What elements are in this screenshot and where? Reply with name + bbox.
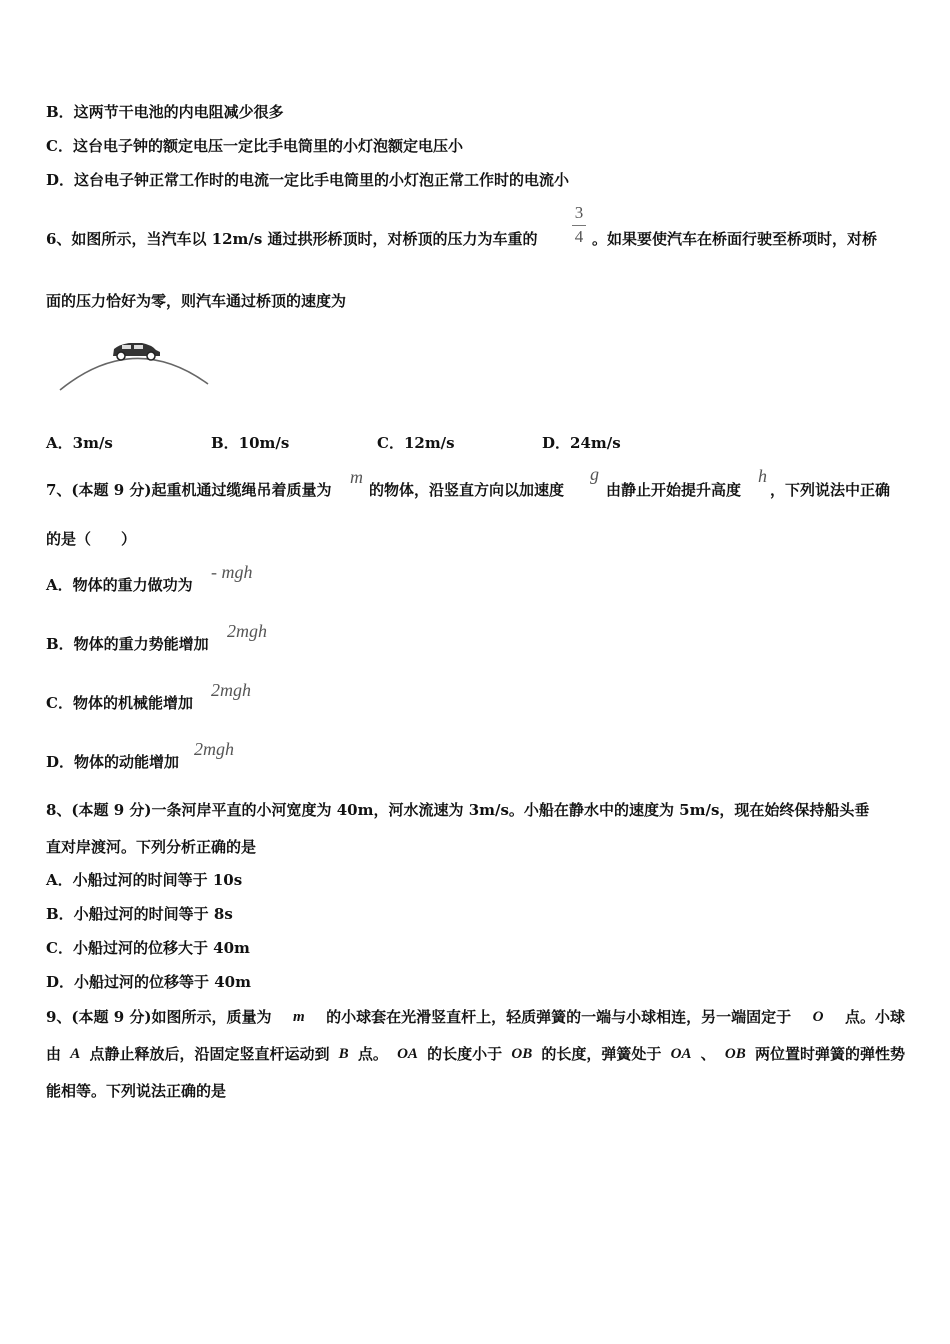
q7-option-c-formula: 2mgh [211, 680, 251, 700]
q9-l2-b: 点静止释放后，沿固定竖直杆运动到 [89, 1045, 330, 1063]
q5-option-c: C．这台电子钟的额定电压一定比手电筒里的小灯泡额定电压小 [46, 137, 463, 155]
var-O: O [812, 1009, 824, 1025]
q7-stem-part4: ，下列说法中正确 [770, 481, 891, 499]
q6-stem-part2: 。如果要使汽车在桥面行驶至桥项时，对桥 [592, 230, 878, 248]
car-icon [113, 343, 160, 360]
var-B: B [338, 1046, 349, 1062]
q9-l1-a: 9、(本题 9 分)如图所示，质量为 [46, 1008, 272, 1026]
q8-stem-line1: 8、(本题 9 分)一条河岸平直的小河宽度为 40m，河水流速为 3m/s。小船在静水中的速度为 5m/s，现在始终保持船头垂 [46, 801, 870, 819]
q7-option-b-label: B．物体的重力势能增加 [46, 635, 209, 653]
q7-stem-part3: 由静止开始提升高度 [606, 481, 742, 499]
q8-option-c: C．小船过河的位移大于 40m [46, 939, 250, 957]
q8-option-b: B．小船过河的时间等于 8s [46, 905, 233, 923]
q6-option-c: C．12m/s [377, 434, 455, 452]
q8-line1 [46, 800, 905, 820]
var-A: A [70, 1046, 81, 1062]
bridge-arc [60, 358, 208, 390]
fraction-numerator: 3 [574, 203, 584, 222]
q9-line2 [46, 1044, 905, 1064]
q9-l1-c: 点。小球 [844, 1008, 905, 1026]
symbol-g: g [590, 464, 599, 484]
arch-bridge-figure [56, 334, 216, 396]
q6-line2: 面的压力恰好为零，则汽车通过桥顶的速度为 [46, 292, 347, 310]
q6-option-d: D．24m/s [542, 434, 621, 452]
q6-fraction [572, 204, 586, 246]
fraction-bar [572, 225, 586, 226]
q9-sep: 、 [700, 1045, 716, 1063]
symbol-h: h [758, 466, 767, 486]
q7-option-d-label: D．物体的动能增加 [46, 753, 180, 771]
q9-l2-f: 两位置时弹簧的弹性势 [754, 1045, 905, 1063]
q8-option-a: A．小船过河的时间等于 10s [46, 871, 243, 889]
q6-line1 [46, 229, 538, 249]
q9-line1 [46, 1007, 905, 1027]
q5-option-d: D．这台电子钟正常工作时的电流一定比手电筒里的小灯泡正常工作时的电流小 [46, 171, 570, 189]
q6-stem-part1: 6、如图所示，当汽车以 12m/s 通过拱形桥顶时，对桥顶的压力为车重的 [46, 230, 538, 248]
q9-l2-c: 点。 [357, 1045, 388, 1063]
q7-option-c-label: C．物体的机械能增加 [46, 694, 193, 712]
q7-stem-part2: 的物体，沿竖直方向以加速度 [369, 481, 565, 499]
q9-l2-d: 的长度小于 [427, 1045, 503, 1063]
symbol-m: m [350, 467, 363, 487]
q9-l2-a: 由 [46, 1045, 62, 1063]
q7-line2: 的是（ ） [46, 530, 137, 548]
q8-option-d: D．小船过河的位移等于 40m [46, 973, 251, 991]
q7-option-d-formula: 2mgh [194, 739, 234, 759]
var-OA: OA [397, 1046, 418, 1062]
q9-l1-b: 的小球套在光滑竖直杆上，轻质弹簧的一端与小球相连，另一端固定于 [326, 1008, 792, 1026]
q8-line2: 直对岸渡河。下列分析正确的是 [46, 838, 257, 856]
fraction-denominator: 4 [574, 227, 584, 246]
q7-option-b-formula: 2mgh [227, 621, 267, 641]
q9-l2-e: 的长度，弹簧处于 [541, 1045, 662, 1063]
var-OB-2: OB [724, 1046, 746, 1062]
var-m: m [293, 1009, 305, 1025]
q9-line3: 能相等。下列说法正确的是 [46, 1082, 227, 1100]
var-OB: OB [511, 1046, 533, 1062]
q5-option-b: B．这两节干电池的内电阻减少很多 [46, 103, 284, 121]
q6-option-a: A．3m/s [46, 434, 113, 452]
var-OA-2: OA [670, 1046, 692, 1062]
q7-stem-part1: 7、(本题 9 分)起重机通过缆绳吊着质量为 [46, 481, 332, 499]
q7-option-a-label: A．物体的重力做功为 [46, 576, 193, 594]
q6-option-b: B．10m/s [211, 434, 290, 452]
q7-option-a-formula: - mgh [211, 562, 253, 582]
